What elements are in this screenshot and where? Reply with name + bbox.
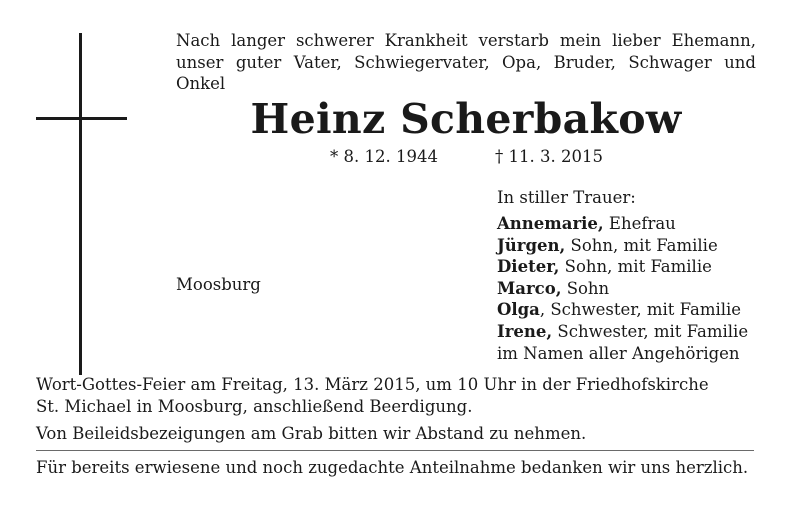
mourner-relation: Sohn	[561, 278, 610, 298]
service-line-2: St. Michael in Moosburg, anschließend Beerdigung.	[36, 396, 473, 416]
cross-icon-crossbar	[36, 117, 127, 120]
mourner-relation: Sohn, mit Familie	[565, 235, 718, 255]
mourner-item	[497, 213, 748, 235]
birth-date: * 8. 12. 1944	[330, 147, 438, 166]
mourner-item	[497, 256, 748, 278]
mourners-heading: In stiller Trauer:	[497, 188, 636, 207]
mourner-item	[497, 235, 748, 257]
mourner-name: Irene,	[497, 321, 553, 341]
divider	[36, 450, 754, 451]
thanks-note: Für bereits erwiesene und noch zugedachte Anteilnahme bedanken wir uns herzlich.	[36, 458, 749, 477]
cross-icon	[79, 33, 82, 375]
intro-line-3: Onkel	[176, 74, 226, 93]
mourner-item	[497, 299, 748, 321]
mourner-name: Annemarie,	[497, 214, 604, 233]
intro-line-2: unser guter Vater, Schwiegervater, Opa, Bruder, Schwager und	[176, 52, 756, 72]
mourner-item	[497, 278, 748, 300]
intro-text	[176, 30, 756, 95]
mourners-closing: im Namen aller Angehörigen	[497, 343, 740, 363]
intro-line-1: Nach langer schwerer Krankheit verstarb mein lieber Ehemann,	[176, 31, 756, 50]
mourner-name: Jürgen,	[497, 235, 566, 255]
mourner-relation: Ehefrau	[603, 214, 676, 233]
place: Moosburg	[176, 275, 261, 294]
mourner-relation: Sohn, mit Familie	[559, 257, 712, 277]
service-info	[36, 374, 709, 417]
mourner-name: Marco,	[497, 278, 562, 298]
mourner-name: Dieter,	[497, 257, 560, 277]
mourner-name: Olga	[497, 300, 540, 320]
death-date: † 11. 3. 2015	[495, 147, 603, 166]
mourner-relation: , Schwester, mit Familie	[539, 300, 742, 320]
service-line-1: Wort-Gottes-Feier am Freitag, 13. März 2015, um 10 Uhr in der Friedhofskirche	[36, 375, 709, 394]
mourners-list	[497, 213, 748, 364]
mourner-item	[497, 321, 748, 343]
mourner-relation: Schwester, mit Familie	[552, 321, 749, 341]
deceased-name: Heinz Scherbakow	[250, 95, 682, 143]
condolence-note: Von Beileidsbezeigungen am Grab bitten wir Abstand zu nehmen.	[36, 424, 587, 443]
